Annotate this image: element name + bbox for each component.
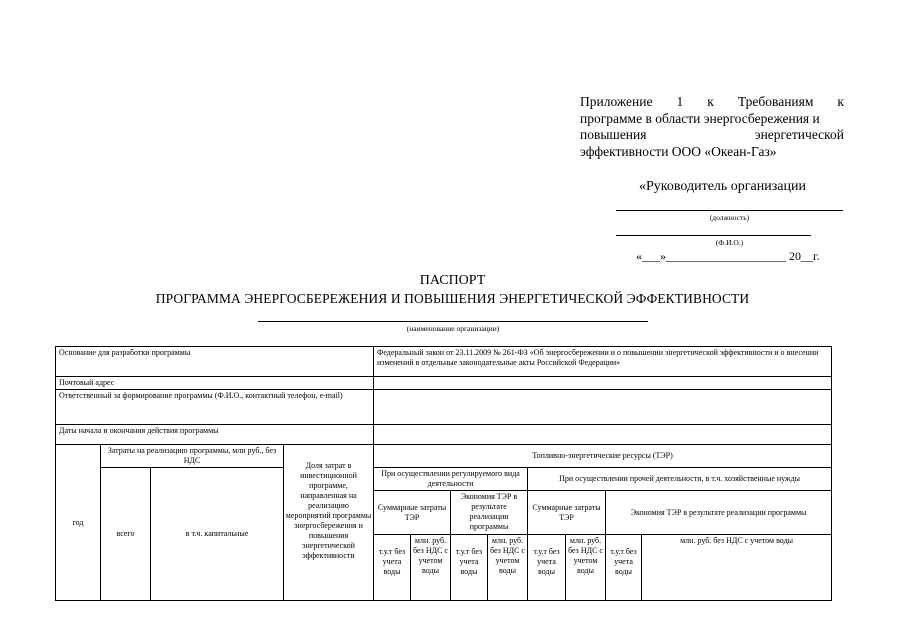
position-caption: (должность) bbox=[709, 213, 750, 222]
basis-label: Основание для разработки программы bbox=[56, 347, 374, 377]
unit-rub-wide: млн. руб. без НДС с учетом воды bbox=[642, 535, 832, 601]
name-caption: (Ф.И.О.) bbox=[715, 238, 744, 247]
approval-head-title: «Руководитель организации bbox=[639, 179, 806, 194]
unit-tut-1: т.у.т без учета воды bbox=[374, 535, 411, 601]
regulated-activity-header: При осуществлении регулируемого вида деятельности bbox=[374, 468, 528, 491]
program-title: ПРОГРАММА ЭНЕРГОСБЕРЕЖЕНИЯ И ПОВЫШЕНИЯ ЭНЕРГЕТИЧЕСКОЙ ЭФФЕКТИВНОСТИ bbox=[155, 291, 750, 306]
appendix-line-1: Приложение 1 к Требованиям к bbox=[580, 94, 844, 109]
unit-tut-4: т.у.т без учета воды bbox=[606, 535, 642, 601]
unit-rub-2: млн. руб. без НДС с учетом воды bbox=[488, 535, 528, 601]
organization-caption: (наименование организации) bbox=[406, 324, 500, 333]
dates-value bbox=[374, 425, 832, 445]
other-activity-header: При осуществлении прочей деятельности, в т.ч. хозяйственные нужды bbox=[528, 468, 832, 491]
passport-title: ПАСПОРТ bbox=[419, 273, 486, 288]
dates-label: Даты начала и окончания действия программы bbox=[56, 425, 374, 445]
sum-costs-header: Суммарные затраты ТЭР bbox=[374, 491, 451, 535]
position-signature-line bbox=[616, 210, 843, 211]
address-label: Почтовый адрес bbox=[56, 377, 374, 390]
economy-header: Экономия ТЭР в результате реализации программы bbox=[451, 491, 528, 535]
appendix-note bbox=[580, 94, 844, 160]
approval-date-line: «___»____________________ 20__г. bbox=[636, 249, 820, 263]
year-header: год bbox=[56, 445, 101, 601]
total-header: всего bbox=[101, 468, 151, 601]
appendix-line-4: эффективности ООО «Океан-Газ» bbox=[580, 143, 777, 159]
responsible-label: Ответственный за формирование программы (Ф.И.О., контактный телефон, e-mail) bbox=[56, 390, 374, 425]
unit-tut-3: т.у.т без учета воды bbox=[528, 535, 566, 601]
share-header: Доля затрат в инвестиционной программе, направленная на реализацию мероприятий программы энергосбережения и повышения энергетической эффективности bbox=[284, 445, 374, 601]
economy-header-2: Экономия ТЭР в результате реализации программы bbox=[606, 491, 832, 535]
unit-rub-1: млн. руб. без НДС с учетом воды bbox=[411, 535, 451, 601]
responsible-value bbox=[374, 390, 832, 425]
name-signature-line bbox=[616, 235, 811, 236]
address-value bbox=[374, 377, 832, 390]
appendix-line-3: повышения энергетической bbox=[580, 127, 844, 142]
program-passport-table bbox=[55, 346, 832, 601]
fuel-resources-header: Топливно-энергетические ресурсы (ТЭР) bbox=[374, 445, 832, 468]
basis-value: Федеральный закон от 23.11.2009 № 261-ФЗ «Об энергосбережении и о повышении энергетической эффективности и о внесении изменений в отдельные законодательные акты Российской Федерации» bbox=[374, 347, 832, 377]
capital-header: в т.ч. капитальные bbox=[151, 468, 284, 601]
unit-tut-2: т.у.т без учета воды bbox=[451, 535, 488, 601]
costs-header: Затраты на реализацию программы, млн руб., без НДС bbox=[101, 445, 284, 468]
organization-name-line bbox=[258, 321, 648, 322]
sum-costs-header-2: Суммарные затраты ТЭР bbox=[528, 491, 606, 535]
unit-rub-3: млн. руб. без НДС с учетом воды bbox=[566, 535, 606, 601]
appendix-line-2: программе в области энергосбережения и bbox=[580, 110, 820, 126]
